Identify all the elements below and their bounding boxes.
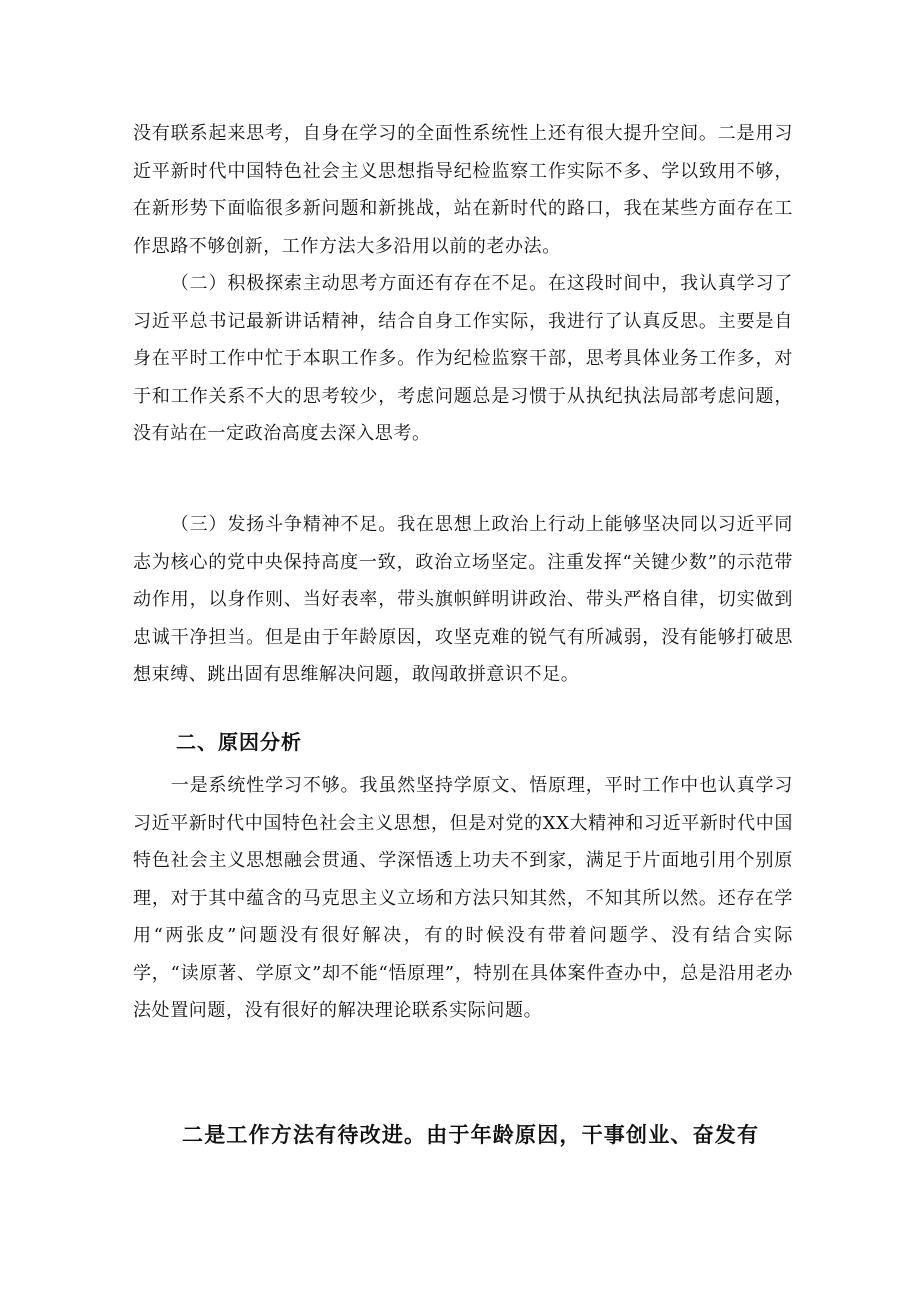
paragraph-continuation: 没有联系起来思考，自身在学习的全面性系统性上还有很大提升空间。二是用习近平新时代中国特色社会主义思想指导纪检监察工作实际不多、学以致用不够，在新形势下面临很多新问题和新挑战，站在新时代的路口，我在某些方面存在工作思路不够创新，工作方法大多沿用以前的老办法。: [133, 123, 793, 257]
paragraph-section-two: （二）积极探索主动思考方面还有存在不足。在这段时间中，我认真学习了习近平总书记最新讲话精神，结合自身工作实际，我进行了认真反思。主要是自身在平时工作中忙于本职工作多。作为纪检监察干部，思考具体业务工作多，对于和工作关系不大的思考较少，考虑问题总是习惯于从执纪执法局部考虑问题，没有站在一定政治高度去深入思考。: [133, 273, 793, 444]
paragraph-cause-two-start: 二是工作方法有待改进。由于年龄原因，干事创业、奋发有: [182, 1123, 760, 1147]
heading-cause-analysis: 二、原因分析: [176, 730, 302, 754]
paragraph-cause-one: 一是系统性学习不够。我虽然坚持学原文、悟原理，平时工作中也认真学习习近平新时代中国特色社会主义思想，但是对党的XX大精神和习近平新时代中国特色社会主义思想融会贯通、学深悟透上功夫不到家，满足于片面地引用个别原理，对于其中蕴含的马克思主义立场和方法只知其然，不知其所以然。还存在学用“两张皮”问题没有很好解决，有的时候没有带着问题学、没有结合实际学，“读原著、学原文”却不能“悟原理”，特别在具体案件查办中，总是沿用老办法处置问题，没有很好的解决理论联系实际问题。: [133, 775, 793, 1021]
paragraph-section-three: （三）发扬斗争精神不足。我在思想上政治上行动上能够坚决同以习近平同志为核心的党中央保持高度一致，政治立场坚定。注重发挥“关键少数”的示范带动作用，以身作则、当好表率，带头旗帜鲜明讲政治、带头严格自律，切实做到忠诚干净担当。但是由于年龄原因，攻坚克难的锐气有所减弱，没有能够打破思想束缚、跳出固有思维解决问题，敢闯敢拼意识不足。: [133, 514, 793, 685]
